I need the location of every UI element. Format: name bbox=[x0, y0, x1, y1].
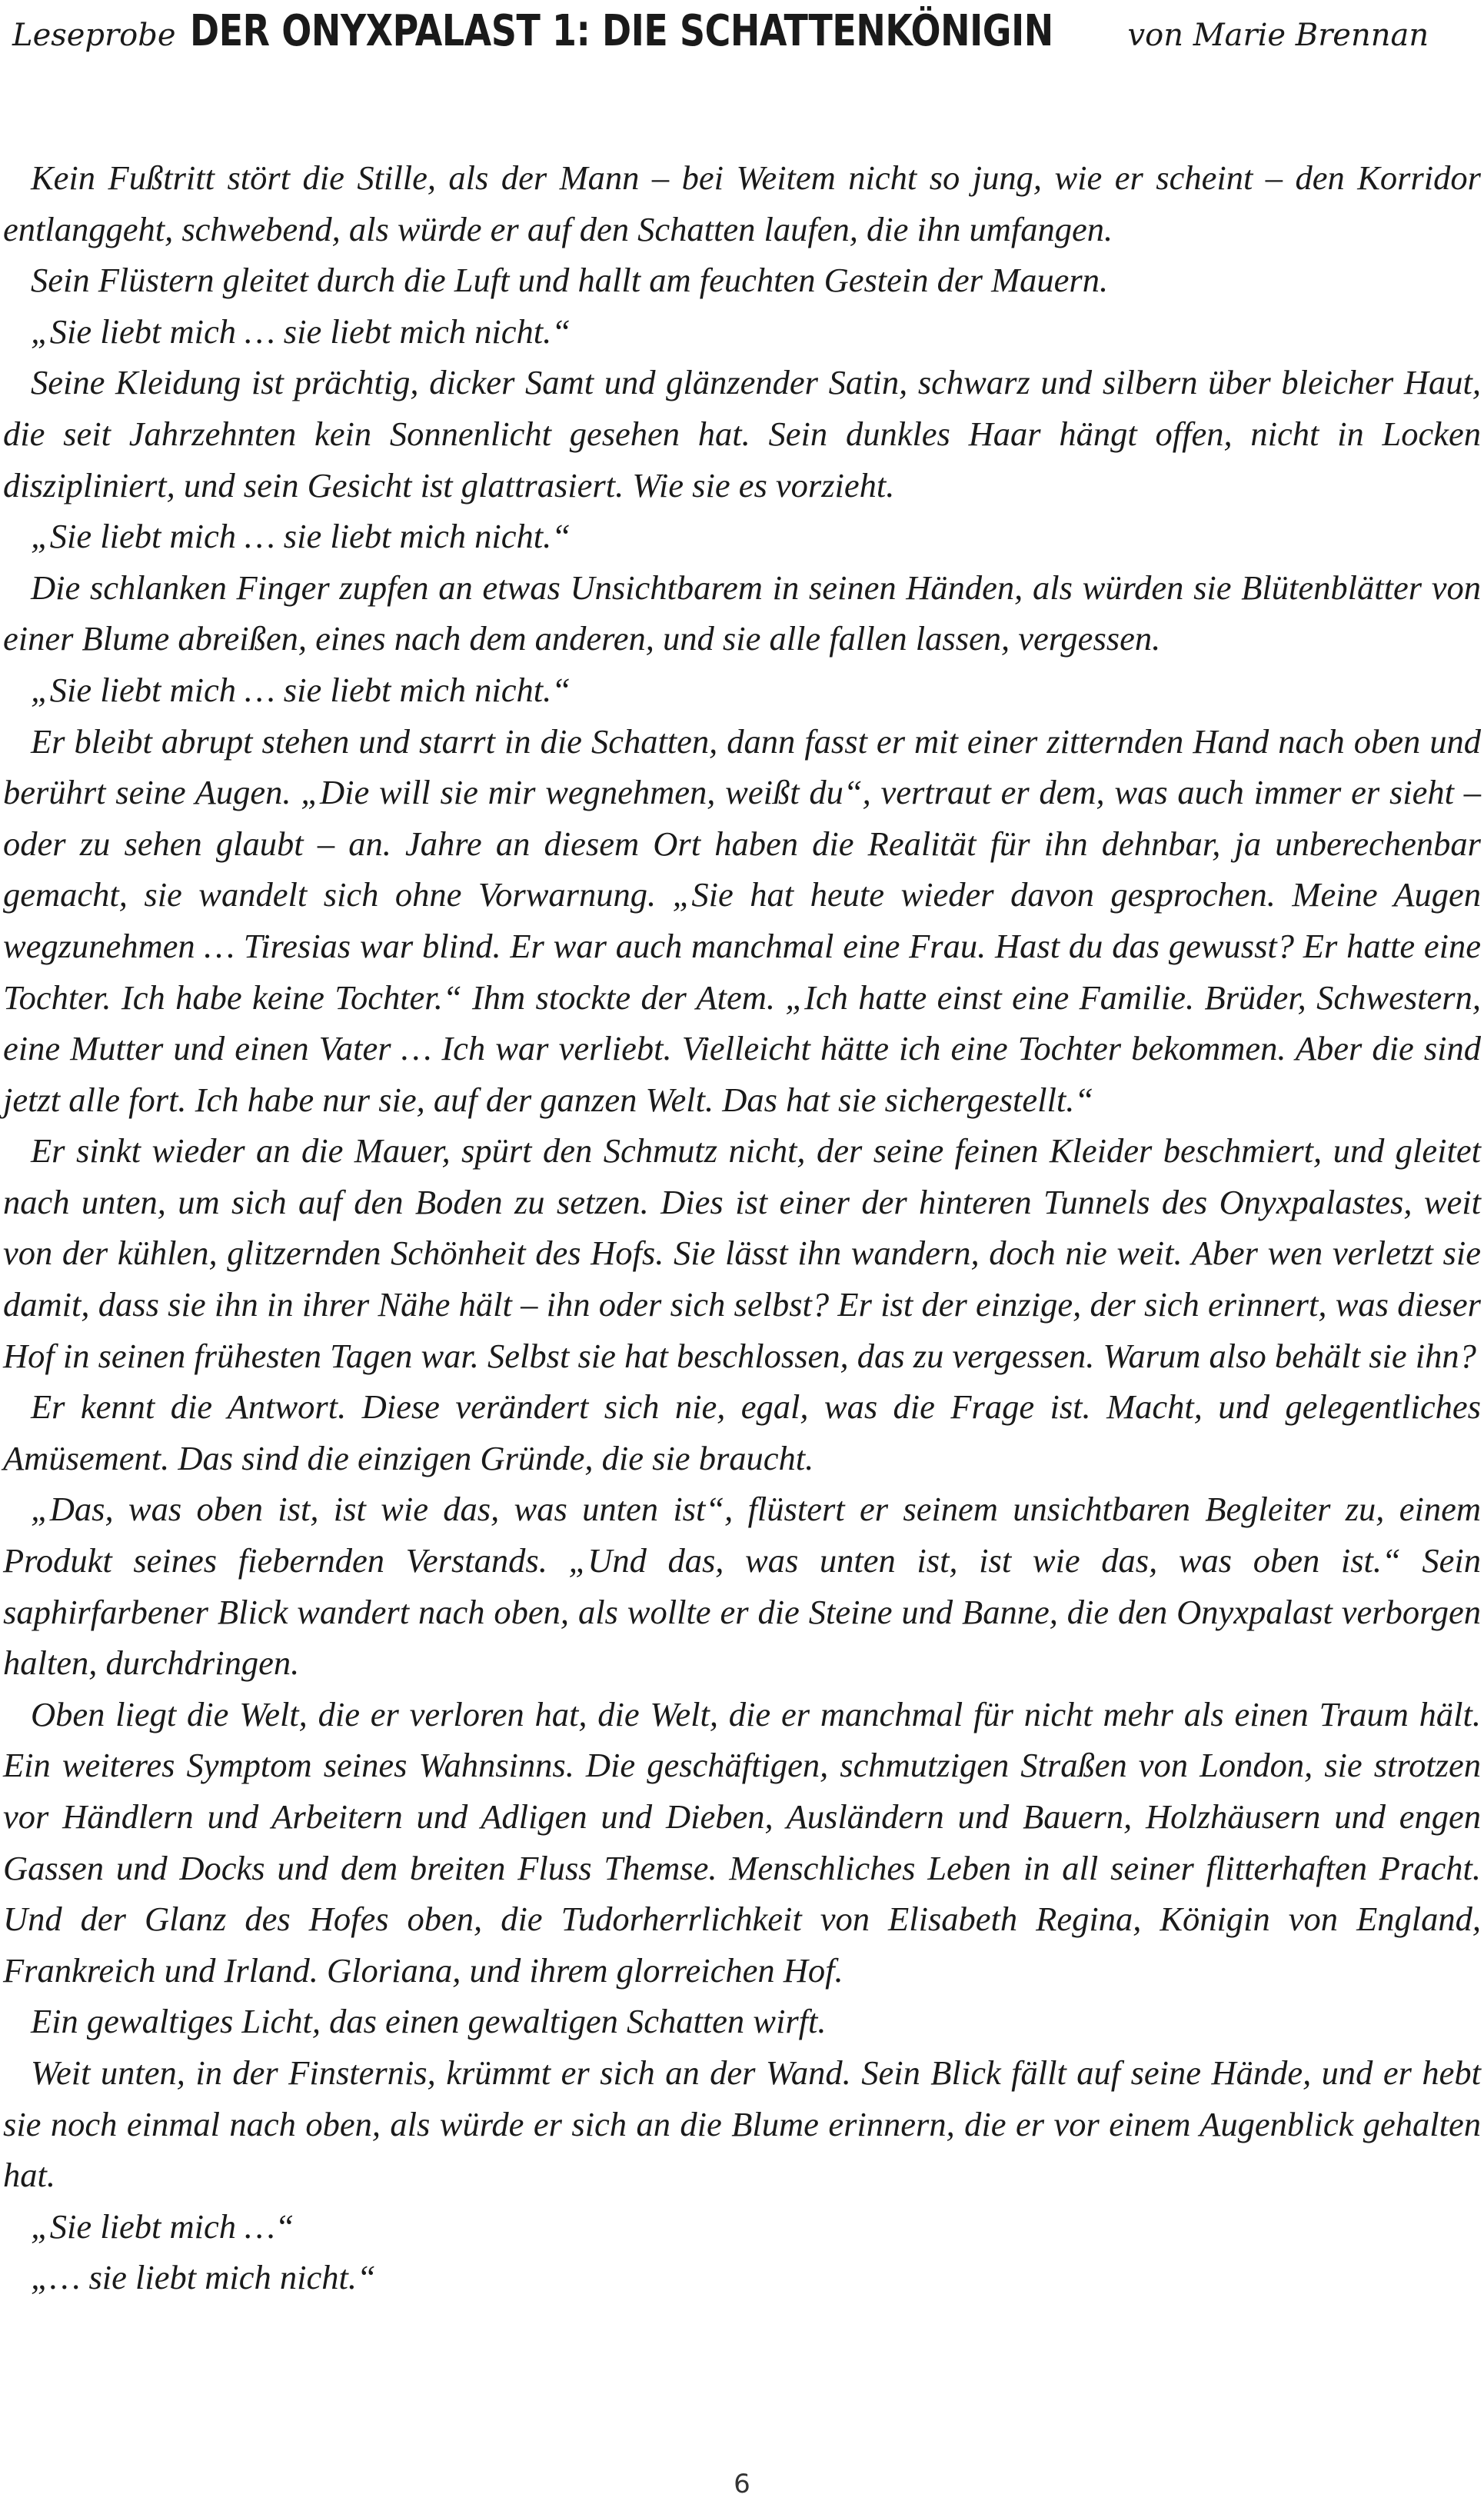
paragraph: Weit unten, in der Finsternis, krümmt er sich an der Wand. Sein Blick fällt auf seine Hände, und er hebt sie noch einmal nach oben, als würde er sich an die Blume erinnern, die er vor einem Augenblick gehalten hat. bbox=[3, 2053, 1481, 2195]
paragraph: Er sinkt wieder an die Mauer, spürt den Schmutz nicht, der seine feinen Kleider beschmiert, und gleitet nach unten, um sich auf den Boden zu setzen. Dies ist einer der hinteren Tunnels des Onyxpalastes, weit von der kühlen, glitzernden Schönheit des Hofs. Sie lässt ihn wandern, doch nie weit. Aber wen verletzt sie damit, dass sie ihn in ihrer Nähe hält – ihn oder sich selbst? Er ist der einzige, der sich erinnert, was dieser Hof in seinen frühesten Tagen war. Selbst sie hat beschlossen, das zu vergessen. Warum also behält sie ihn? bbox=[3, 1131, 1481, 1375]
paragraph: Oben liegt die Welt, die er verloren hat, die Welt, die er manchmal für nicht mehr als einen Traum hält. Ein weiteres Symptom seines Wahnsinns. Die geschäftigen, schmutzigen Straßen von London, sie strotzen vor Händlern und Arbeitern und Adligen und Dieben, Ausländern und Bauern, Holzhäusern und engen Gassen und Docks und dem breiten Fluss Themse. Menschliches Leben in all seiner flitterhaften Pracht. Und der Glanz des Hofes oben, die Tudorherrlichkeit von Elisabeth Regina, Königin von England, Frankreich und Irland. Gloriana, und ihrem glorreichen Hof. bbox=[3, 1694, 1481, 1990]
paragraph: „Sie liebt mich …“ bbox=[31, 2206, 294, 2246]
paragraph: Kein Fußtritt stört die Stille, als der Mann – bei Weitem nicht so jung, wie er scheint – den Korridor entlanggeht, schwebend, als würde er auf den Schatten laufen, die ihn umfangen. bbox=[3, 158, 1481, 248]
book-title: DER ONYXPALAST 1: DIE SCHATTENKÖNIGIN bbox=[189, 6, 1053, 56]
paragraph: „Das, was oben ist, ist wie das, was unten ist“, flüstert er seinem unsichtbaren Begleiter zu, einem Produkt seines fiebernden Verstands. „Und das, was unten ist, ist wie das, was oben ist.“ Sein saphirfarbener Blick wandert nach oben, als wollte er die Steine und Banne, die den Onyxpalast verborgen halten, durchdringen. bbox=[3, 1490, 1481, 1683]
author-credit: von Marie Brennan bbox=[1127, 18, 1429, 53]
paragraph: „Sie liebt mich … sie liebt mich nicht.“ bbox=[31, 517, 571, 556]
paragraph: Die schlanken Finger zupfen an etwas Unsichtbarem in seinen Händen, als würden sie Blütenblätter von einer Blume abreißen, eines nach dem anderen, und sie alle fallen lassen, vergessen. bbox=[3, 568, 1481, 658]
page-number: 6 bbox=[734, 2469, 750, 2499]
paragraph: Er bleibt abrupt stehen und starrt in die Schatten, dann fasst er mit einer zitternden Hand nach oben und berührt seine Augen. „Die will sie mir wegnehmen, weißt du“, vertraut er dem, was auch immer er sieht – oder zu sehen glaubt – an. Jahre an diesem Ort haben die Realität für ihn dehnbar, ja unberechenbar gemacht, sie wandelt sich ohne Vorwarnung. „Sie hat heute wieder davon gesprochen. Meine Augen wegzunehmen … Tiresias war blind. Er war auch manchmal eine Frau. Hast du das gewusst? Er hatte eine Tochter. Ich habe keine Tochter.“ Ihm stockte der Atem. „Ich hatte einst eine Familie. Brüder, Schwestern, eine Mutter und einen Vater … Ich war verliebt. Vielleicht hätte ich eine Tochter bekommen. Aber die sind jetzt alle fort. Ich habe nur sie, auf der ganzen Welt. Das hat sie sichergestellt.“ bbox=[3, 721, 1481, 1119]
header-lead: Leseprobe bbox=[12, 18, 176, 53]
paragraph: Seine Kleidung ist prächtig, dicker Samt und glänzender Satin, schwarz und silbern über bleicher Haut, die seit Jahrzehnten kein Sonnenlicht gesehen hat. Sein dunkles Haar hängt offen, nicht in Locken diszipliniert, und sein Gesicht ist glattrasiert. Wie sie es vorzieht. bbox=[3, 363, 1481, 505]
paragraph: „… sie liebt mich nicht.“ bbox=[31, 2258, 376, 2297]
paragraph: „Sie liebt mich … sie liebt mich nicht.“ bbox=[31, 670, 571, 709]
paragraph: Sein Flüstern gleitet durch die Luft und hallt am feuchten Gestein der Mauern. bbox=[31, 261, 1109, 300]
paragraph: Ein gewaltiges Licht, das einen gewaltigen Schatten wirft. bbox=[31, 2002, 827, 2041]
paragraph: Er kennt die Antwort. Diese verändert sich nie, egal, was die Frage ist. Macht, und gelegentliches Amüsement. Das sind die einzigen Gründe, die sie braucht. bbox=[3, 1387, 1481, 1477]
body-text bbox=[3, 152, 1481, 2303]
paragraph: „Sie liebt mich … sie liebt mich nicht.“ bbox=[31, 311, 571, 351]
page-header bbox=[0, 0, 1484, 91]
